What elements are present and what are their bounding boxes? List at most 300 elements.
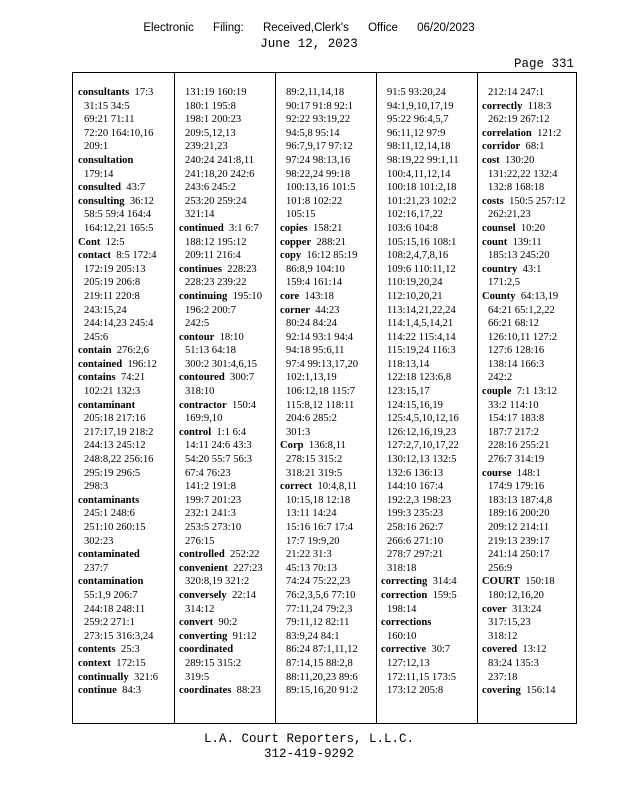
index-refs: 92:22 93:19,22 <box>286 114 351 126</box>
index-refs: 94:18 95:6,11 <box>286 345 345 357</box>
index-ref-line <box>179 208 274 222</box>
index-term-line <box>280 480 375 494</box>
index-ref-line <box>179 195 274 209</box>
index-term-line <box>179 643 274 657</box>
index-refs: 172:11,15 173:5 <box>387 671 457 683</box>
index-refs: 125:4,5,10,12,16 <box>387 413 459 425</box>
index-refs: 262:21,23 <box>488 209 531 221</box>
index-refs: 15:16 16:7 17:4 <box>286 522 354 533</box>
index-refs: 173:12 205:8 <box>387 685 444 697</box>
index-term-line <box>381 575 476 589</box>
index-ref-line <box>179 127 274 141</box>
index-refs: 124:15,16,19 <box>387 399 443 411</box>
index-ref-line <box>78 100 173 114</box>
index-column-3 <box>280 86 375 698</box>
index-term: coordinates <box>179 685 232 697</box>
index-term-line <box>179 562 274 576</box>
index-ref-line <box>381 548 476 562</box>
index-term-line <box>482 236 577 250</box>
index-term-line <box>179 589 274 603</box>
index-refs: 17:7 19:9,20 <box>286 535 340 547</box>
index-refs: 130:12,13 132:5 <box>387 454 457 466</box>
index-refs: 44:23 <box>315 304 340 316</box>
index-refs: 183:13 187:4,8 <box>488 494 553 506</box>
index-refs: 276:15 <box>185 535 215 547</box>
index-ref-line <box>179 317 274 331</box>
index-refs: 131:22,22 132:4 <box>488 168 558 180</box>
index-refs: 179:14 <box>84 168 114 180</box>
index-refs: 143:18 <box>304 290 334 302</box>
index-term-line <box>78 344 173 358</box>
index-ref-line <box>381 439 476 453</box>
index-ref-line <box>482 412 577 426</box>
index-refs: 321:14 <box>185 209 215 221</box>
index-refs: 253:5 273:10 <box>185 522 242 533</box>
index-ref-line <box>381 290 476 304</box>
index-term: correctly <box>482 100 523 112</box>
index-refs: 90:17 91:8 92:1 <box>286 100 354 112</box>
index-term: controlled <box>179 549 225 561</box>
index-term: contoured <box>179 372 225 384</box>
index-ref-line <box>280 412 375 426</box>
index-refs: 88:23 <box>236 685 261 697</box>
index-ref-line <box>280 168 375 182</box>
index-refs: 55:1,9 206:7 <box>84 589 138 601</box>
index-ref-line <box>482 480 577 494</box>
index-ref-line <box>280 154 375 168</box>
column-divider <box>275 73 276 723</box>
index-refs: 318:12 <box>488 630 518 642</box>
index-refs: 209:1 <box>84 141 109 153</box>
efiling-part-2: Filing: <box>213 22 244 34</box>
index-refs: 244:13 245:12 <box>84 440 146 452</box>
index-refs: 12:5 <box>105 236 125 248</box>
index-refs: 251:10 260:15 <box>84 522 146 533</box>
index-refs: 76:2,3,5,6 77:10 <box>286 589 356 601</box>
index-term: consultants <box>78 87 130 98</box>
index-term-line <box>179 222 274 236</box>
index-ref-line <box>78 453 173 467</box>
index-term: context <box>78 657 111 669</box>
index-term-line <box>179 684 274 698</box>
index-term-line <box>78 684 173 698</box>
index-ref-line <box>381 317 476 331</box>
index-ref-line <box>280 113 375 127</box>
index-term: COURT <box>482 576 520 588</box>
index-refs: 13:11 14:24 <box>286 508 337 520</box>
index-term-line <box>280 290 375 304</box>
index-term-line <box>78 671 173 685</box>
index-refs: 3:1 6:7 <box>229 222 259 234</box>
index-term: contour <box>179 331 215 343</box>
index-term-line <box>482 290 577 304</box>
index-ref-line <box>280 263 375 277</box>
index-term-line <box>78 195 173 209</box>
index-refs: 118:13,14 <box>387 358 430 370</box>
index-term: control <box>179 426 212 438</box>
index-refs: 180:12,16,20 <box>488 589 544 601</box>
index-refs: 64:13,19 <box>520 290 559 302</box>
index-term-line <box>482 195 577 209</box>
index-refs: 141:2 191:8 <box>185 481 236 493</box>
index-refs: 276:7 314:19 <box>488 454 545 466</box>
index-refs: 84:3 <box>122 685 141 697</box>
index-refs: 244:14,23 245:4 <box>84 318 154 330</box>
document-date: June 12, 2023 <box>260 37 358 51</box>
index-ref-line <box>482 535 577 549</box>
index-ref-line <box>78 140 173 154</box>
index-term-line <box>482 575 577 589</box>
index-refs: 192:2,3 198:23 <box>387 494 452 506</box>
index-term-line <box>482 140 577 154</box>
index-ref-line <box>381 127 476 141</box>
index-refs: 244:18 248:11 <box>84 603 146 615</box>
index-ref-line <box>381 168 476 182</box>
index-ref-line <box>280 399 375 413</box>
index-ref-line <box>179 276 274 290</box>
page-footer <box>0 732 618 762</box>
index-term: corridor <box>482 141 521 153</box>
index-ref-line <box>280 684 375 698</box>
index-refs: 158:21 <box>312 222 343 234</box>
index-refs: 102:16,17,22 <box>387 209 443 221</box>
index-refs: 121:2 <box>537 127 562 139</box>
index-refs: 114:22 115:4,14 <box>387 331 456 343</box>
index-refs: 100:4,11,12,14 <box>387 168 451 180</box>
index-ref-line <box>78 385 173 399</box>
index-term-line <box>78 249 173 263</box>
index-refs: 92:14 93:1 94:4 <box>286 331 354 343</box>
index-ref-line <box>280 521 375 535</box>
index-refs: 118:3 <box>527 100 552 112</box>
index-ref-line <box>381 507 476 521</box>
index-ref-line <box>482 426 577 440</box>
index-ref-line <box>179 657 274 671</box>
index-refs: 189:16 200:20 <box>488 508 550 520</box>
index-term-line <box>482 467 577 481</box>
index-ref-line <box>179 113 274 127</box>
index-refs: 98:11,12,14,18 <box>387 141 451 153</box>
index-ref-line <box>482 494 577 508</box>
index-refs: 302:23 <box>84 535 114 547</box>
index-refs: 100:18 101:2,18 <box>387 182 457 194</box>
index-refs: 86:8,9 104:10 <box>286 263 345 275</box>
index-ref-line <box>280 195 375 209</box>
index-term-line <box>78 643 173 657</box>
index-refs: 139:11 <box>512 236 542 248</box>
index-term-line <box>179 616 274 630</box>
index-refs: 199:7 201:23 <box>185 494 242 506</box>
index-refs: 318:21 319:5 <box>286 467 343 479</box>
index-refs: 171:2,5 <box>488 277 521 289</box>
index-term: contaminant <box>78 399 136 411</box>
index-ref-line <box>280 589 375 603</box>
index-refs: 31:15 34:5 <box>84 100 130 112</box>
index-refs: 314:12 <box>185 603 215 615</box>
index-ref-line <box>179 140 274 154</box>
index-term: contaminants <box>78 494 140 506</box>
index-term: continue <box>78 685 117 697</box>
index-refs: 209:5,12,13 <box>185 127 236 139</box>
index-term: contaminated <box>78 549 140 561</box>
index-refs: 276:2,6 <box>116 345 149 357</box>
index-refs: 22:14 <box>231 589 257 601</box>
index-ref-line <box>78 317 173 331</box>
index-term-line <box>482 263 577 277</box>
index-refs: 102:1,13,19 <box>286 372 337 384</box>
index-ref-line <box>78 113 173 127</box>
index-term: cover <box>482 603 507 615</box>
index-refs: 199:3 235:23 <box>387 508 444 520</box>
index-refs: 313:24 <box>512 603 542 615</box>
index-refs: 187:7 217:2 <box>488 426 539 438</box>
index-ref-line <box>280 494 375 508</box>
column-divider <box>376 73 377 723</box>
index-term: contents <box>78 644 116 656</box>
index-refs: 288:21 <box>316 236 346 248</box>
index-refs: 10:4,8,11 <box>317 481 358 493</box>
index-refs: 127:6 128:16 <box>488 345 545 357</box>
index-ref-line <box>179 507 274 521</box>
index-ref-line <box>179 467 274 481</box>
index-term-line <box>482 100 577 114</box>
index-ref-line <box>381 222 476 236</box>
index-term-line <box>280 236 375 250</box>
efiling-stamp <box>0 22 618 34</box>
index-refs: 278:15 315:2 <box>286 454 343 466</box>
index-term-line <box>179 263 274 277</box>
index-ref-line <box>482 276 577 290</box>
index-refs: 72:20 164:10,16 <box>84 127 154 139</box>
index-ref-line <box>381 371 476 385</box>
index-ref-line <box>482 548 577 562</box>
index-refs: 321:6 <box>133 671 159 683</box>
index-term: consultation <box>78 154 134 166</box>
index-ref-line <box>78 603 173 617</box>
index-ref-line <box>78 521 173 535</box>
index-term: copy <box>280 250 302 262</box>
index-ref-line <box>179 100 274 114</box>
index-ref-line <box>381 86 476 100</box>
index-refs: 245:6 <box>84 331 109 343</box>
index-refs: 79:11,12 82:11 <box>286 617 350 629</box>
index-term: converting <box>179 630 228 642</box>
index-ref-line <box>381 208 476 222</box>
index-refs: 217:17,19 218:2 <box>84 426 154 438</box>
index-term: corrections <box>381 617 432 629</box>
index-refs: 33:2 114:10 <box>488 399 539 411</box>
index-ref-line <box>78 127 173 141</box>
index-refs: 150:18 <box>525 576 555 588</box>
index-refs: 150:4 <box>231 399 257 411</box>
index-ref-line <box>280 657 375 671</box>
index-term: contact <box>78 250 111 262</box>
index-refs: 103:6 104:8 <box>387 222 438 234</box>
index-refs: 74:21 <box>120 372 146 384</box>
index-refs: 301:3 <box>286 426 311 438</box>
efiling-part-3: Received,Clerk's <box>262 22 349 34</box>
index-refs: 110:19,20,24 <box>387 277 443 289</box>
index-refs: 130:20 <box>504 154 535 166</box>
index-ref-line <box>179 249 274 263</box>
index-refs: 258:16 262:7 <box>387 522 444 533</box>
index-refs: 64:21 65:1,2,22 <box>488 304 555 316</box>
index-refs: 13:12 <box>522 644 547 656</box>
index-ref-line <box>381 276 476 290</box>
reporter-company: L.A. Court Reporters, L.L.C. <box>203 732 415 746</box>
index-ref-line <box>482 249 577 263</box>
index-refs: 106:12,18 115:7 <box>286 386 356 398</box>
index-refs: 150:5 257:12 <box>509 195 566 207</box>
index-refs: 314:4 <box>432 576 457 588</box>
index-refs: 172:15 <box>116 657 146 669</box>
index-refs: 30:7 <box>431 644 451 656</box>
index-refs: 239:21,23 <box>185 141 228 153</box>
index-ref-line <box>179 304 274 318</box>
index-ref-line <box>78 304 173 318</box>
index-refs: 148:1 <box>516 467 541 479</box>
index-term-line <box>179 371 274 385</box>
index-term: counsel <box>482 222 516 234</box>
index-refs: 58:5 59:4 164:4 <box>84 209 152 221</box>
index-term-line <box>179 331 274 345</box>
index-refs: 242:5 <box>185 318 210 330</box>
index-refs: 243:15,24 <box>84 304 127 316</box>
index-term: correction <box>381 589 428 601</box>
index-term: continually <box>78 671 129 683</box>
index-term-line <box>280 249 375 263</box>
index-ref-line <box>381 657 476 671</box>
index-term-line <box>482 127 577 141</box>
index-refs: 159:4 161:14 <box>286 277 343 289</box>
index-refs: 138:14 166:3 <box>488 358 545 370</box>
index-refs: 205:19 206:8 <box>84 277 141 289</box>
index-ref-line <box>381 304 476 318</box>
index-term: covering <box>482 685 521 697</box>
index-refs: 8:5 172:4 <box>116 250 157 262</box>
index-refs: 144:10 167:4 <box>387 481 444 493</box>
index-refs: 154:17 183:8 <box>488 413 545 425</box>
index-refs: 219:11 220:8 <box>84 290 140 302</box>
index-refs: 174:9 179:16 <box>488 481 545 493</box>
index-ref-line <box>482 562 577 576</box>
index-term-line <box>381 643 476 657</box>
index-term-line <box>78 657 173 671</box>
index-ref-line <box>381 195 476 209</box>
index-refs: 253:20 259:24 <box>185 195 247 207</box>
index-ref-line <box>179 494 274 508</box>
index-refs: 243:6 245:2 <box>185 182 236 194</box>
index-term-line <box>482 603 577 617</box>
index-ref-line <box>280 86 375 100</box>
index-ref-line <box>381 236 476 250</box>
index-ref-line <box>280 575 375 589</box>
index-ref-line <box>78 168 173 182</box>
index-ref-line <box>280 317 375 331</box>
index-ref-line <box>482 439 577 453</box>
index-ref-line <box>280 548 375 562</box>
index-refs: 266:6 271:10 <box>387 535 444 547</box>
index-refs: 185:13 245:20 <box>488 250 550 262</box>
index-refs: 262:19 267:12 <box>488 114 550 126</box>
index-term: contain <box>78 345 112 357</box>
index-refs: 195:10 <box>232 290 263 302</box>
index-refs: 112:10,20,21 <box>387 290 443 302</box>
index-term: Corp <box>280 440 304 452</box>
index-refs: 256:9 <box>488 562 513 574</box>
index-refs: 241:18,20 242:6 <box>185 168 255 180</box>
index-term-line <box>78 494 173 508</box>
index-refs: 248:8,22 256:16 <box>84 454 154 466</box>
index-ref-line <box>381 535 476 549</box>
index-refs: 101:8 102:22 <box>286 195 343 207</box>
index-term: consulting <box>78 195 125 207</box>
index-ref-line <box>381 453 476 467</box>
index-ref-line <box>482 507 577 521</box>
index-ref-line <box>381 562 476 576</box>
index-refs: 164:12,21 165:5 <box>84 222 154 234</box>
index-term: correct <box>280 481 313 493</box>
index-ref-line <box>179 521 274 535</box>
index-term-line <box>381 589 476 603</box>
index-term-line <box>78 399 173 413</box>
index-ref-line <box>482 181 577 195</box>
index-term: coordinated <box>179 644 234 656</box>
index-ref-line <box>482 630 577 644</box>
index-refs: 90:2 <box>218 617 238 629</box>
index-ref-line <box>381 358 476 372</box>
index-refs: 228:23 239:22 <box>185 277 247 289</box>
index-term-line <box>482 154 577 168</box>
index-ref-line <box>381 344 476 358</box>
index-refs: 94:5,8 95:14 <box>286 127 340 139</box>
index-ref-line <box>381 399 476 413</box>
index-term-line <box>482 222 577 236</box>
index-term: Cont <box>78 236 101 248</box>
index-ref-line <box>482 657 577 671</box>
index-refs: 273:15 316:3,24 <box>84 630 154 642</box>
index-term-line <box>78 371 173 385</box>
index-refs: 237:7 <box>84 562 109 574</box>
index-refs: 96:7,9,17 97:12 <box>286 141 353 153</box>
index-frame <box>72 72 577 724</box>
index-refs: 131:19 160:19 <box>185 87 247 98</box>
index-term: contains <box>78 372 116 384</box>
index-term-line <box>78 181 173 195</box>
index-refs: 219:13 239:17 <box>488 535 550 547</box>
index-refs: 295:19 296:5 <box>84 467 141 479</box>
index-ref-line <box>381 181 476 195</box>
index-refs: 180:1 195:8 <box>185 100 236 112</box>
index-refs: 87:14,15 88:2,8 <box>286 657 353 669</box>
index-refs: 17:3 <box>134 87 154 98</box>
index-ref-line <box>381 630 476 644</box>
efiling-part-1: Electronic <box>143 22 194 34</box>
index-ref-line <box>381 331 476 345</box>
index-ref-line <box>78 535 173 549</box>
index-refs: 98:19,22 99:1,11 <box>387 154 459 166</box>
index-term: continues <box>179 263 222 275</box>
index-ref-line <box>280 630 375 644</box>
index-ref-line <box>78 263 173 277</box>
index-ref-line <box>381 480 476 494</box>
index-term-line <box>280 439 375 453</box>
index-ref-line <box>78 467 173 481</box>
index-refs: 100:13,16 101:5 <box>286 182 356 194</box>
index-refs: 95:22 96:4,5,7 <box>387 114 449 126</box>
index-term-line <box>78 548 173 562</box>
index-ref-line <box>381 521 476 535</box>
